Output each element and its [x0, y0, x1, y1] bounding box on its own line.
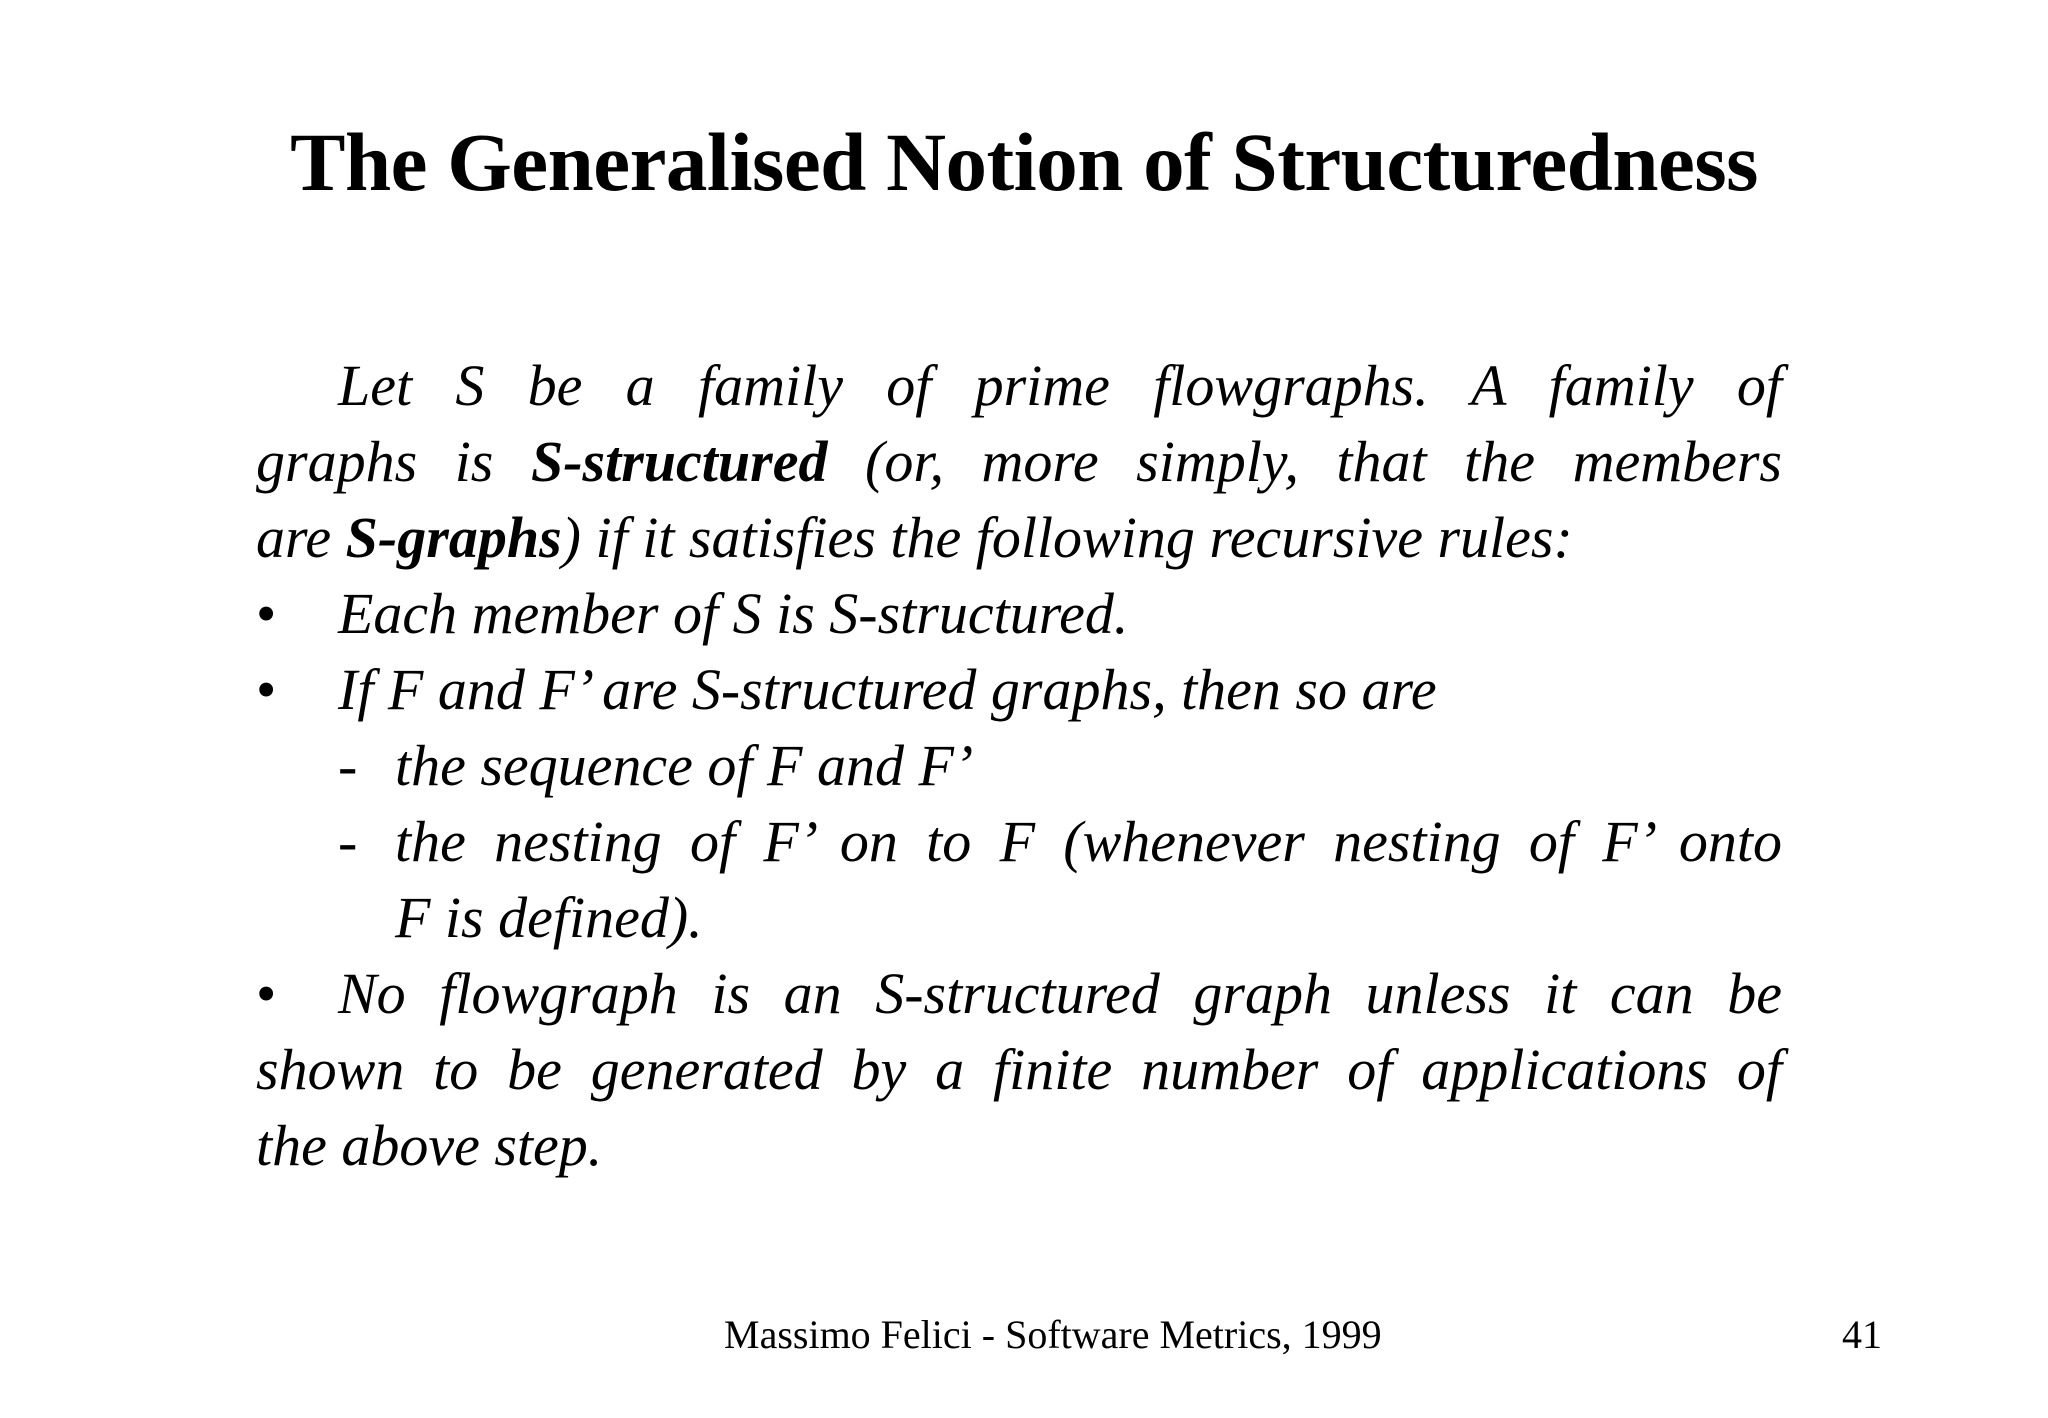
term-s-graphs: S-graphs [345, 505, 562, 570]
page-number: 41 [1842, 1312, 1882, 1357]
rule-1: Each member of S is S-structured. [338, 581, 1129, 646]
definition-line-2-start: graphs is [256, 429, 531, 494]
rule-3-line-1: No flowgraph is an S-structured graph unless it can be [338, 961, 1782, 1026]
definition-line-1: Let S be a family of prime flowgraphs. A family of [338, 353, 1782, 418]
definition-line-3 [256, 500, 1782, 576]
dash-sub-rule-1: - [338, 733, 358, 798]
bullet-rule-1: • [256, 581, 277, 646]
dash-sub-rule-2: - [338, 809, 358, 874]
slide-title: The Generalised Notion of Structuredness [290, 116, 1758, 208]
footer-citation: Massimo Felici - Software Metrics, 1999 [724, 1312, 1382, 1357]
bullet-rule-2: • [256, 657, 277, 722]
rule-3-line-2: shown to be generated by a finite number of applications of [256, 1037, 1782, 1102]
term-s-structured: S-structured [530, 429, 828, 494]
definition-line-3-end: ) if it satisfies the following recursive rules: [561, 505, 1573, 570]
rule-3-line-3: the above step. [256, 1113, 603, 1178]
definition-line-3-start: are [256, 505, 346, 570]
definition-line-2-end: (or, more simply, that the members [827, 429, 1782, 494]
definition-line-2 [256, 424, 1782, 500]
sub-rule-nesting-line-2: F is defined). [395, 885, 703, 950]
rule-2: If F and F’ are S-structured graphs, then so are [338, 657, 1437, 722]
bullet-rule-3: • [256, 961, 277, 1026]
sub-rule-nesting-line-1: the nesting of F’ on to F (whenever nesting of F’ onto [395, 809, 1782, 874]
sub-rule-sequence: the sequence of F and F’ [395, 733, 974, 798]
